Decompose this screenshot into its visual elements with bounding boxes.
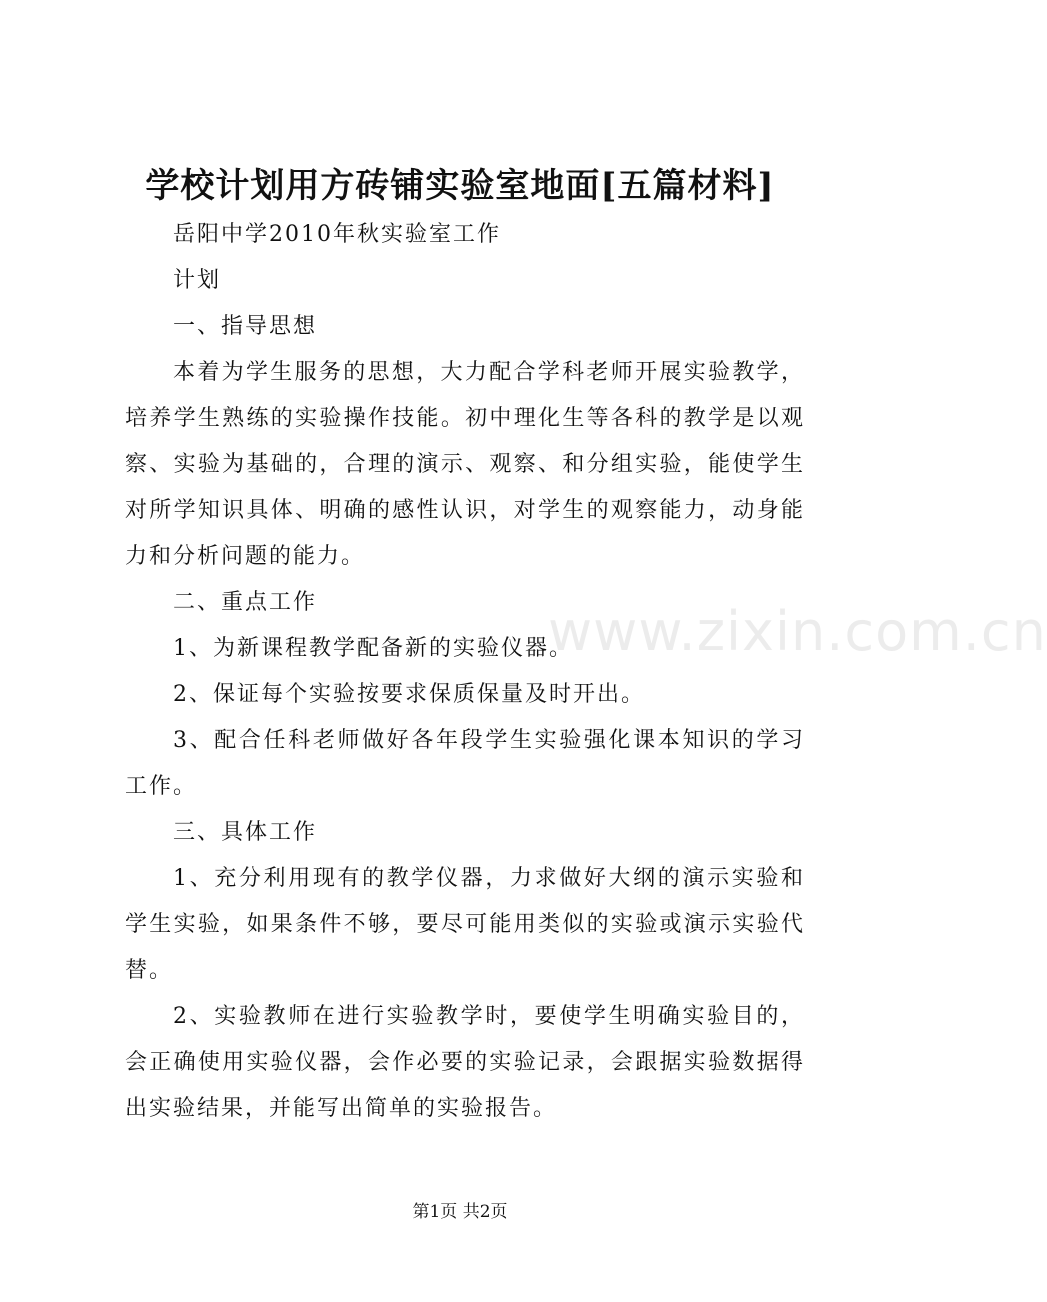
heading-specific-work: 三、具体工作 bbox=[173, 820, 318, 845]
document-title: 学校计划用方砖铺实验室地面[五篇材料] bbox=[145, 166, 775, 206]
specific-work-item-2: 2、实验教师在进行实验教学时，要使学生明确实验目的，会正确使用实验仪器，会作必要的实验记录，会跟据实验数据得出实验结果，并能写出简单的实验报告。 bbox=[125, 1004, 805, 1121]
paragraph-school-name: 岳阳中学2010年秋实验室工作 bbox=[173, 222, 501, 247]
paragraph-guiding-ideology: 本着为学生服务的思想，大力配合学科老师开展实验教学，培养学生熟练的实验操作技能。初中理化生等各科的教学是以观察、实验为基础的，合理的演示、观察、和分组实验，能使学生对所学知识具体、明确的感性认识，对学生的观察能力，动身能力和分析问题的能力。 bbox=[125, 360, 805, 569]
heading-guiding-ideology: 一、指导思想 bbox=[173, 314, 318, 339]
specific-work-item-1: 1、充分利用现有的教学仪器，力求做好大纲的演示实验和学生实验，如果条件不够，要尽可能用类似的实验或演示实验代替。 bbox=[125, 866, 805, 983]
page-footer: 第1页 共2页 bbox=[412, 1202, 508, 1222]
heading-key-work: 二、重点工作 bbox=[173, 590, 318, 615]
watermark: www.zixin.com.cn bbox=[548, 600, 1047, 663]
key-work-item-3: 3、配合任科老师做好各年段学生实验强化课本知识的学习工作。 bbox=[125, 728, 805, 799]
document-body bbox=[125, 212, 805, 1132]
key-work-item-1: 1、为新课程教学配备新的实验仪器。 bbox=[173, 636, 573, 661]
paragraph-plan: 计划 bbox=[173, 268, 222, 293]
key-work-item-2: 2、保证每个实验按要求保质保量及时开出。 bbox=[173, 682, 645, 707]
